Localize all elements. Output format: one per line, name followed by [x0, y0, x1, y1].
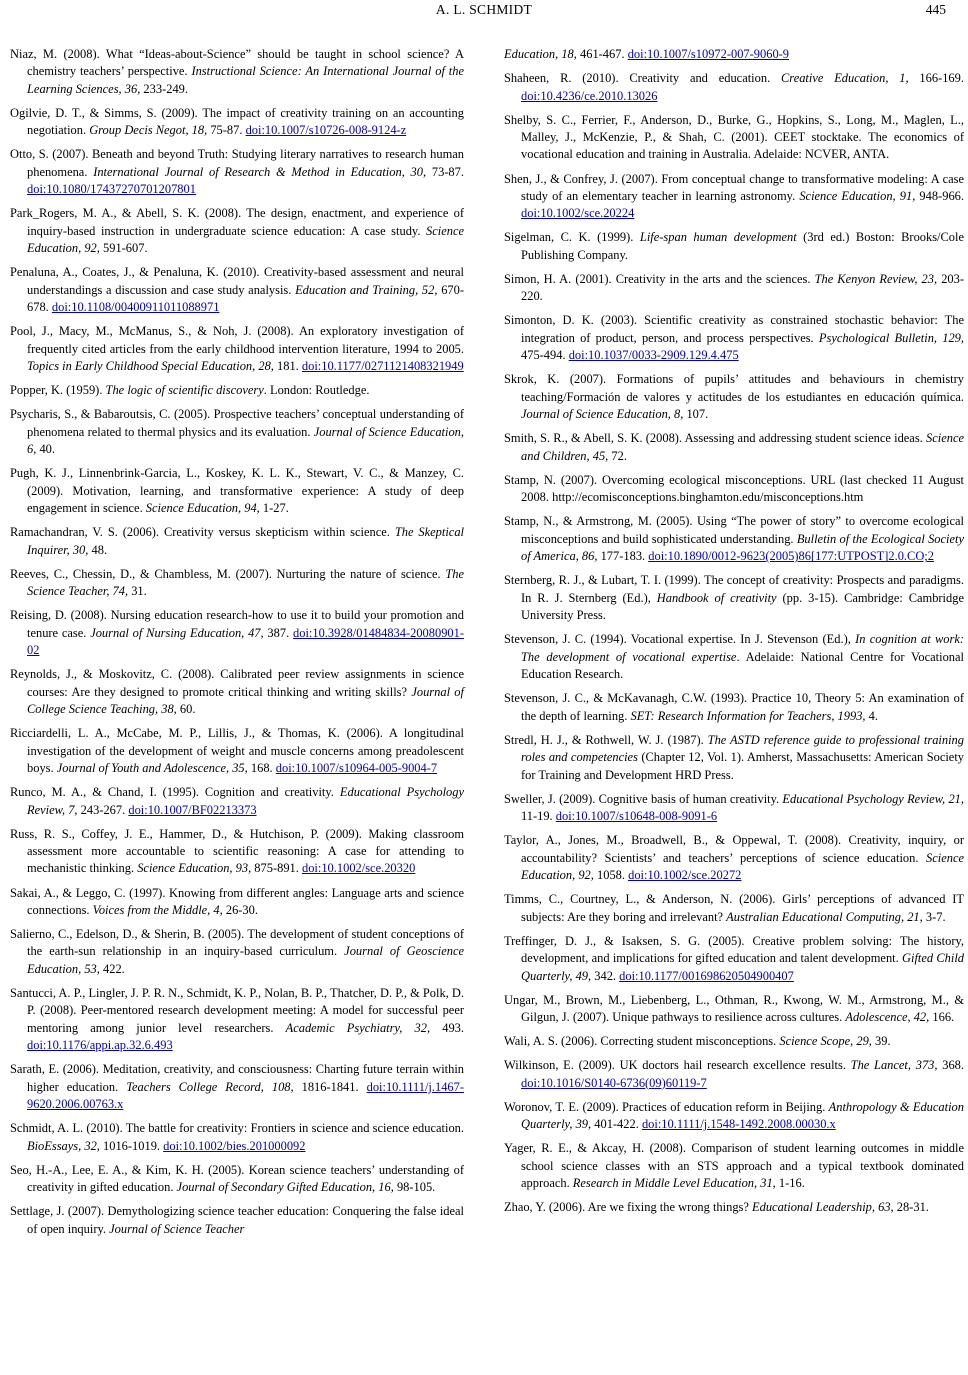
reference-entry: [10, 323, 464, 375]
reference-source: Instructional Science: An International Journal of the Learning Sciences, 36,: [27, 64, 464, 96]
reference-text: Shen, J., & Confrey, J. (2007). From conceptual change to transformative modeling: A case study of an elementary teacher in learning astronomy.: [504, 171, 964, 203]
reference-entry: [504, 1099, 964, 1134]
reference-source: Academic Psychiatry, 32,: [285, 1020, 431, 1035]
reference-text: Sarath, E. (2006). Meditation, creativity, and consciousness: Charting future terrain within higher education.: [10, 1062, 464, 1094]
reference-entry: [504, 1140, 964, 1192]
reference-text: Yager, R. E., & Akcay, H. (2008). Comparison of student learning outcomes in middle school science classes with an STS approach and a typical textbook dominated approach.: [504, 1141, 964, 1191]
reference-entry: [10, 607, 464, 659]
reference-entry: [504, 690, 964, 725]
reference-entry: [10, 666, 464, 718]
reference-details: 1-27.: [259, 501, 289, 516]
reference-source: Journal of Youth and Adolescence, 35,: [56, 761, 248, 776]
reference-text: Reising, D. (2008). Nursing education research-how to use it to build your promotion and tenure case.: [10, 608, 464, 640]
reference-entry: [504, 46, 964, 63]
reference-source: Journal of College Science Teaching, 38,: [27, 684, 464, 717]
reference-details: 233-249.: [140, 81, 188, 96]
doi-link[interactable]: doi:10.4236/ce.2010.13026: [521, 88, 658, 103]
reference-source: Educational Psychology Review, 21,: [782, 791, 964, 806]
reference-entry: [504, 992, 964, 1027]
reference-text: Sigelman, C. K. (1999).: [504, 230, 640, 245]
reference-text: Stevenson, J. C. (1994). Vocational expertise. In J. Stevenson (Ed.),: [504, 632, 856, 647]
doi-link[interactable]: doi:10.1176/appi.ap.32.6.493: [27, 1038, 173, 1053]
doi-link[interactable]: doi:10.1002/bies.201000092: [163, 1138, 306, 1153]
reference-entry: [504, 371, 964, 423]
reference-text: Sweller, J. (2009). Cognitive basis of human creativity.: [504, 791, 783, 806]
reference-entry: [10, 105, 464, 140]
reference-text: Otto, S. (2007). Beneath and beyond Truth: Studying literary narratives to research human phenomena.: [10, 147, 464, 179]
reference-text: Skrok, K. (2007). Formations of pupils’ attitudes and behaviours in chemistry teaching/Formación de valores y actitudes de los estudiantes en educación química.: [504, 372, 964, 404]
reference-source: Creative Education, 1,: [781, 71, 909, 86]
reference-details: 4.: [865, 708, 878, 723]
doi-link[interactable]: doi:10.1108/00400911011088971: [51, 300, 220, 315]
reference-source: Journal of Science Teacher: [109, 1221, 245, 1236]
reference-source: The ASTD reference guide to professional training roles and competencies: [521, 732, 964, 765]
reference-text: Taylor, A., Jones, M., Broadwell, B., & Oppewal, T. (2008). Creativity, inquiry, or accountability? Scientists’ and teachers’ perceptions of science education.: [504, 833, 964, 865]
reference-details: 11-19.: [521, 809, 556, 824]
reference-details: 39.: [871, 1034, 891, 1049]
reference-source: Science Education, 92,: [521, 850, 964, 883]
reference-text: Zhao, Y. (2006). Are we fixing the wrong things?: [504, 1200, 753, 1215]
reference-entry: [504, 832, 964, 884]
doi-link[interactable]: doi:10.1037/0033-2909.129.4.475: [568, 348, 739, 363]
reference-entry: [504, 229, 964, 264]
reference-entry: [504, 933, 964, 985]
reference-text: Ricciardelli, L. A., McCabe, M. P., Lillis, J., & Thomas, K. (2006). A longitudinal investigation of the development of weight and muscle concerns among preadolescent boys.: [10, 726, 464, 776]
reference-source: Life-span human development: [639, 230, 797, 245]
reference-text: Shelby, S. C., Ferrier, F., Anderson, D., Burke, G., Hopkins, S., Long, M., Maglen, L., Malley, J., McKenzie, P., & Shah, C. (2001). CEET stocktake. The economics of vocational education and training in Australia. Adelaide: NCVER, ANTA.: [504, 112, 964, 162]
references-left-column: [10, 46, 464, 1245]
reference-entry: [10, 926, 464, 978]
reference-source: In cognition at work: The development of vocational expertise: [521, 632, 964, 664]
reference-source: The Kenyon Review, 23,: [814, 271, 938, 286]
doi-link[interactable]: doi:10.1016/S0140-6736(09)60119-7: [521, 1075, 707, 1090]
reference-text: Smith, S. R., & Abell, S. K. (2008). Assessing and addressing student science ideas.: [504, 431, 927, 446]
reference-details: 28-31.: [893, 1200, 929, 1215]
doi-link[interactable]: doi:10.1177/001698620504900407: [619, 968, 794, 983]
reference-entry: [10, 985, 464, 1055]
reference-details: 75-87.: [207, 123, 243, 138]
doi-link[interactable]: doi:10.1002/sce.20224: [521, 206, 635, 221]
reference-text: Shaheen, R. (2010). Creativity and education.: [504, 71, 782, 86]
reference-entry: [504, 791, 964, 826]
reference-source: The Lancet, 373,: [850, 1058, 938, 1073]
reference-text: Psycharis, S., & Babaroutsis, C. (2005). Prospective teachers’ conceptual understanding of phenomena related to thermal physics and its evaluation.: [10, 407, 464, 439]
reference-entry: [10, 826, 464, 878]
reference-entry: [504, 271, 964, 306]
reference-entry: [504, 1199, 964, 1216]
reference-entry: [10, 524, 464, 559]
reference-details: 387.: [263, 625, 293, 640]
reference-entry: [10, 1162, 464, 1197]
reference-source: Journal of Science Education, 6,: [27, 424, 464, 457]
reference-source: Journal of Secondary Gifted Education, 16,: [176, 1180, 394, 1195]
reference-details: 948-966.: [915, 188, 964, 203]
running-header-author: A. L. SCHMIDT: [435, 2, 533, 17]
reference-entry: [504, 891, 964, 926]
reference-details: 168.: [247, 761, 276, 776]
reference-text: Seo, H.-A., Lee, E. A., & Kim, K. H. (2005). Korean science teachers’ understanding of creativity in gifted education.: [10, 1162, 464, 1195]
reference-text: Popper, K. (1959).: [10, 383, 106, 398]
reference-details: 1-16.: [775, 1176, 805, 1191]
reference-source: Science Education, 91,: [799, 188, 916, 203]
reference-text: Pool, J., Macy, M., McManus, S., & Noh, J. (2008). An exploratory investigation of frequently cited articles from the early childhood intervention literature, 1994 to 2005.: [10, 324, 464, 356]
reference-source: SET: Research Information for Teachers, 1993,: [630, 708, 866, 723]
reference-entry: [10, 382, 464, 399]
references-right-column: [504, 46, 964, 1223]
reference-details: (pp. 3-15). Cambridge: Cambridge University Press.: [521, 590, 964, 623]
reference-entry: [10, 264, 464, 316]
reference-text: Sakai, A., & Leggo, C. (1997). Knowing from different angles: Language arts and science connections.: [10, 885, 464, 917]
doi-link[interactable]: doi:10.1002/sce.20272: [628, 868, 742, 883]
reference-entry: [504, 572, 964, 624]
reference-details: 203-220.: [521, 271, 964, 304]
reference-text: Reynolds, J., & Moskovitz, C. (2008). Calibrated peer review assignments in science courses: Are they designed to promote critical thinking and writing skills?: [10, 667, 464, 699]
reference-source: Gifted Child Quarterly, 49,: [521, 951, 964, 983]
reference-entry: [10, 566, 464, 601]
doi-link[interactable]: doi:10.1890/0012-9623(2005)86[177:UTPOST]2.0.CO;2: [648, 549, 934, 564]
reference-details: 422.: [99, 961, 125, 976]
reference-source: Educational Psychology Review, 7,: [27, 785, 464, 817]
doi-link[interactable]: doi:10.1007/s10972-007-9060-9: [627, 47, 790, 61]
reference-details: 243-267.: [77, 802, 129, 817]
reference-details: 1816-1841.: [293, 1079, 367, 1094]
reference-entry: [10, 465, 464, 517]
reference-text: Simonton, D. K. (2003). Scientific creativity as constrained stochastic behavior: The integration of product, person, and process perspectives.: [504, 313, 964, 345]
reference-entry: [504, 171, 964, 223]
reference-source: Science Education, 93,: [137, 861, 252, 876]
reference-text: Woronov, T. E. (2009). Practices of education reform in Beijing.: [504, 1099, 829, 1114]
reference-text: Stredl, H. J., & Rothwell, W. J. (1987).: [504, 732, 708, 747]
reference-text: Penaluna, A., Coates, J., & Penaluna, K. (2010). Creativity-based assessment and neural understandings a discussion and case study analysis.: [10, 265, 464, 297]
reference-entry: [10, 1061, 464, 1113]
doi-link[interactable]: doi:10.1177/0271121408321949: [301, 359, 464, 374]
reference-entry: [10, 146, 464, 198]
reference-source: Science Education, 92,: [27, 223, 464, 256]
reference-text: Settlage, J. (2007). Demythologizing science teacher education: Conquering the false ideal of open inquiry.: [10, 1204, 464, 1236]
reference-text: Park_Rogers, M. A., & Abell, S. K. (2008). The design, enactment, and experience of inquiry-based instruction in undergraduate science education: A case study.: [10, 206, 464, 238]
doi-link[interactable]: doi:10.1111/j.1467-9620.2006.00763.x: [27, 1079, 465, 1112]
reference-details: 177-183.: [597, 549, 646, 564]
reference-entry: [10, 406, 464, 458]
reference-details: 368.: [937, 1058, 964, 1073]
reference-details: 181.: [273, 359, 299, 374]
reference-source: The Science Teacher, 74,: [27, 566, 464, 599]
reference-details: 342.: [591, 968, 617, 983]
reference-details: 3-7.: [922, 909, 946, 924]
reference-text: Russ, R. S., Coffey, J. E., Hammer, D., & Hutchison, P. (2009). Making classroom assessment more accountable to scientific reasoning: A case for attending to mechanistic thinking.: [10, 826, 464, 876]
reference-text: Timms, C., Courtney, L., & Anderson, N. (2006). Girls’ perceptions of advanced IT subjects: Are they boring and irrelevant?: [504, 892, 964, 924]
reference-details: 475-494.: [521, 348, 566, 363]
reference-source: BioEssays, 32,: [27, 1138, 100, 1153]
reference-entry: [504, 430, 964, 465]
reference-text: Sternberg, R. J., & Lubart, T. I. (1999). The concept of creativity: Prospects and paradigms. In R. J. Sternberg (Ed.),: [504, 573, 964, 605]
reference-source: Teachers College Record, 108,: [126, 1079, 294, 1094]
reference-source: Adolescence, 42,: [845, 1010, 930, 1025]
reference-text: Stamp, N. (2007). Overcoming ecological misconceptions. URL (last checked 11 August 2008. http://ecomisconceptions.binghamton.edu/misconceptions.htm: [504, 472, 964, 505]
reference-text: Salierno, C., Edelson, D., & Sherin, B. (2005). The development of student conceptions of the earth-sun relationship in an inquiry-based curriculum.: [10, 927, 464, 959]
reference-details: 31.: [128, 584, 147, 599]
reference-source: The Skeptical Inquirer, 30,: [27, 525, 464, 557]
reference-details: . London: Routledge.: [263, 383, 370, 398]
reference-source: Research in Middle Level Education, 31,: [572, 1176, 776, 1191]
reference-details: 461-467.: [576, 47, 628, 61]
reference-details: 1016-1019.: [99, 1138, 161, 1153]
reference-text: Stamp, N., & Armstrong, M. (2005). Using “The power of story” to overcome ecological misconceptions and build sophisticated understanding.: [504, 514, 964, 546]
reference-entry: [10, 46, 464, 98]
doi-link[interactable]: doi:10.1002/sce.20320: [301, 861, 416, 876]
reference-entry: [504, 513, 964, 565]
reference-details: 107.: [683, 407, 709, 422]
reference-source: Bulletin of the Ecological Society of America, 86,: [521, 531, 964, 564]
reference-source: Group Decis Negot, 18,: [89, 123, 208, 138]
reference-details: 73-87.: [426, 164, 464, 179]
reference-text: Simon, H. A. (2001). Creativity in the arts and the sciences.: [504, 271, 815, 286]
doi-link[interactable]: doi:10.1007/BF02213373: [128, 802, 257, 817]
reference-source: Australian Educational Computing, 21,: [726, 909, 923, 924]
reference-details: 591-607.: [99, 241, 148, 256]
reference-entry: [504, 472, 964, 507]
reference-details: 60.: [176, 702, 196, 717]
reference-details: . Adelaide: National Centre for Vocational Education Research.: [521, 649, 964, 682]
reference-text: Schmidt, A. L. (2010). The battle for creativity: Frontiers in science and science education.: [10, 1121, 464, 1136]
reference-details: 875-891.: [251, 861, 302, 876]
reference-source: Voices from the Middle, 4,: [92, 902, 223, 917]
reference-entry: [10, 885, 464, 920]
reference-entry: [504, 312, 964, 364]
reference-details: 401-422.: [591, 1117, 639, 1132]
reference-entry: [504, 631, 964, 683]
reference-source: Science and Children, 45,: [521, 431, 964, 463]
reference-source: Journal of Geoscience Education, 53,: [27, 944, 464, 976]
reference-source: Handbook of creativity: [656, 590, 777, 605]
reference-source: Science Education, 94,: [145, 501, 260, 516]
reference-text: Runco, M. A., & Chand, I. (1995). Cognition and creativity.: [10, 785, 340, 800]
running-header: [0, 0, 968, 20]
reference-source: Journal of Science Education, 8,: [521, 407, 684, 422]
reference-source: Anthropology & Education Quarterly, 39,: [521, 1099, 964, 1132]
reference-details: 670-678.: [27, 282, 464, 315]
reference-entry: [10, 1120, 464, 1155]
doi-link[interactable]: doi:10.1007/s10648-008-9091-6: [555, 809, 718, 824]
reference-text: Santucci, A. P., Lingler, J. P. R. N., Schmidt, K. P., Nolan, B. P., Thatcher, D. P., & Polk, D. P. (2008). Peer-mentored research development meeting: A model for successful peer mentoring among junior level researchers.: [10, 985, 464, 1035]
reference-details: (Chapter 12, Vol. 1). Amherst, Massachusetts: American Society for Training and Development HRD Press.: [521, 750, 965, 782]
reference-text: Niaz, M. (2008). What “Ideas-about-Science” should be taught in school science? A chemistry teachers’ perspective.: [10, 47, 464, 79]
reference-entry: [504, 112, 964, 164]
reference-text: Ogilvie, D. T., & Simms, S. (2009). The impact of creativity training on an accounting negotiation.: [10, 105, 464, 138]
reference-source: Journal of Nursing Education, 47,: [90, 625, 264, 640]
reference-source: Psychological Bulletin, 129,: [818, 330, 964, 345]
doi-link[interactable]: doi:10.1007/s10726-008-9124-z: [245, 123, 407, 138]
reference-source: The logic of scientific discovery: [105, 383, 264, 398]
reference-details: 98-105.: [393, 1180, 436, 1195]
reference-details: 72.: [608, 448, 627, 463]
reference-source: International Journal of Research & Method in Education, 30,: [93, 164, 427, 179]
reference-details: 1058.: [593, 868, 625, 883]
reference-text: Pugh, K. J., Linnenbrink-Garcia, L., Koskey, K. L. K., Stewart, V. C., & Manzey, C. (2009). Motivation, learning, and transformative experience: A study of deep engagement in science.: [10, 466, 464, 516]
reference-details: 26-30.: [222, 902, 258, 917]
doi-link[interactable]: doi:10.1007/s10964-005-9004-7: [275, 761, 438, 776]
reference-source: Education and Training, 52,: [295, 282, 438, 297]
reference-entry: [504, 732, 964, 784]
reference-details: 493.: [430, 1020, 465, 1035]
reference-details: 40.: [36, 442, 55, 457]
reference-entry: [10, 1203, 464, 1238]
reference-entry: [504, 70, 964, 105]
reference-text: Wilkinson, E. (2009). UK doctors hail research excellence results.: [504, 1058, 851, 1073]
reference-details: (3rd ed.) Boston: Brooks/Cole Publishing Company.: [521, 230, 965, 262]
doi-link[interactable]: doi:10.1080/17437270701207801: [27, 182, 196, 197]
reference-source: Science Scope, 29,: [779, 1034, 872, 1049]
reference-text: Treffinger, D. J., & Isaksen, S. G. (2005). Creative problem solving: The history, development, and implications for gifted education and talent development.: [504, 933, 964, 966]
reference-source: Topics in Early Childhood Special Education, 28,: [27, 359, 274, 374]
reference-source: Educational Leadership, 63,: [752, 1200, 894, 1215]
reference-details: 166-169.: [908, 71, 964, 86]
doi-link[interactable]: doi:10.3928/01484834-20080901-02: [27, 625, 465, 658]
reference-text: Wali, A. S. (2006). Correcting student misconceptions.: [504, 1034, 780, 1049]
reference-text: Reeves, C., Chessin, D., & Chambless, M. (2007). Nurturing the nature of science.: [10, 566, 446, 581]
doi-link[interactable]: doi:10.1111/j.1548-1492.2008.00030.x: [641, 1117, 836, 1132]
reference-entry: [10, 784, 464, 819]
reference-text: Ramachandran, V. S. (2006). Creativity versus skepticism within science.: [10, 525, 395, 540]
reference-details: 166.: [929, 1010, 955, 1025]
reference-source: Education, 18,: [504, 47, 577, 61]
reference-entry: [504, 1057, 964, 1092]
page-number: 445: [925, 2, 946, 17]
reference-text: Ungar, M., Brown, M., Liebenberg, L., Othman, R., Kwong, W. M., Armstrong, M., & Gilgun, J. (2007). Unique pathways to resilience across cultures.: [504, 992, 964, 1025]
reference-text: Stevenson, J. C., & McKavanagh, C.W. (1993). Practice 10, Theory 5: An examination of the depth of learning.: [504, 691, 964, 723]
reference-entry: [10, 725, 464, 777]
reference-details: 48.: [88, 542, 108, 557]
reference-entry: [10, 205, 464, 257]
reference-entry: [504, 1033, 964, 1050]
